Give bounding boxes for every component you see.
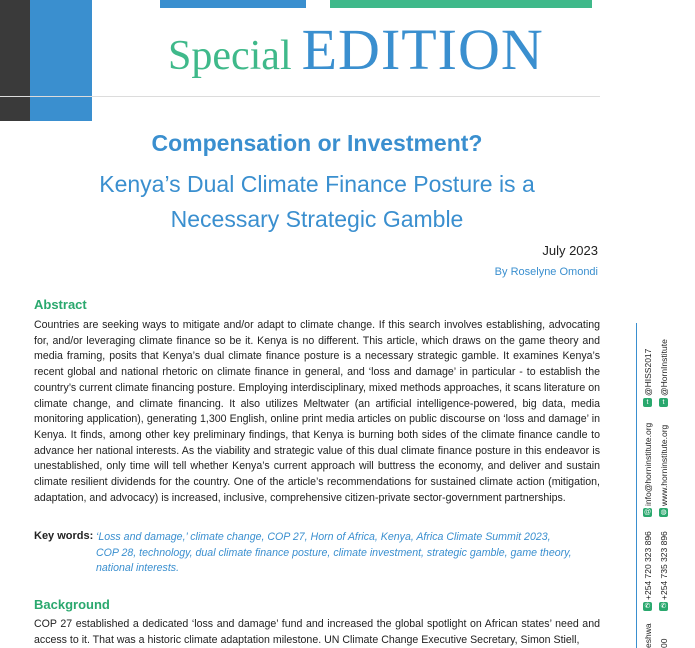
sidebar-fragment-2 bbox=[657, 622, 671, 648]
subtitle-line-1: Kenya’s Dual Climate Finance Posture is a bbox=[99, 171, 535, 197]
sidebar-email[interactable] bbox=[641, 418, 655, 506]
background-heading: Background bbox=[34, 597, 110, 612]
twitter-handle-1: @HISS2017 bbox=[643, 348, 653, 396]
sidebar-phone-2[interactable] bbox=[657, 530, 671, 600]
subtitle-line-2: Necessary Strategic Gamble bbox=[170, 206, 464, 232]
masthead bbox=[168, 16, 544, 83]
author-byline: By Roselyne Omondi bbox=[494, 266, 598, 278]
sidebar-column-1 bbox=[641, 0, 655, 648]
globe-icon: ◍ bbox=[660, 509, 667, 516]
left-blue-bar bbox=[30, 0, 92, 121]
website-url: www.horninstitute.org bbox=[659, 424, 669, 506]
sidebar-social-1[interactable] bbox=[641, 338, 655, 396]
sidebar-website[interactable] bbox=[657, 418, 671, 506]
phone-icon-2: ✆ bbox=[660, 603, 667, 610]
sidebar-social-2[interactable] bbox=[657, 338, 671, 396]
abstract-text: Countries are seeking ways to mitigate and/or adapt to climate change. If this search involves establishing, advocating for, and/or leveraging climate finance so be it. Kenya is no different. This article, which draws on the game theory and media framing, posits that Kenya’s dual climate finance posture is a necessary strategic gamble. It examines Kenya’s recent global and national rhetoric on climate finance in general, and ‘loss and damage’ in particular - to establish the country’s current climate financing posture. Employing interdisciplinary, mixed methods approaches, it scans literature on climate change, and climate financing. It also utilizes Meltwater (an artificial intelligence-powered, big data, media monitoring application), generating 1,300 English, online print media articles on public discourse on ‘loss and damage’ in Kenya. It finds, among other key preliminary findings, that Kenya is burning both sides of the climate finance candle to advance her national interests. As the viability and strategic value of this dual climate finance posture in this endeavor is unestablished, only time will tell whether Kenya’s current approach will buttress the economy, and deliver and sustain climate resilient dividends for the country. One of the article’s recommendations for sustained climate action (mitigation, adaptation, and advocacy) is increased, inclusive, comprehensive citizen-private sector-government partnerships. bbox=[34, 319, 600, 504]
top-blue-strip bbox=[160, 0, 306, 8]
phone-number-1: +254 720 323 896 bbox=[643, 531, 653, 600]
article-title: Compensation or Investment? bbox=[151, 130, 483, 156]
address-fragment-2: 00 bbox=[659, 638, 669, 648]
twitter-handle-2: @HornInstitute bbox=[659, 339, 669, 396]
sidebar-phone-1[interactable] bbox=[641, 530, 655, 600]
top-green-strip bbox=[330, 0, 592, 8]
left-dark-bar bbox=[0, 0, 30, 121]
phone-number-2: +254 735 323 896 bbox=[659, 531, 669, 600]
email-icon: @ bbox=[643, 509, 652, 516]
email-address: info@horninstitute.org bbox=[643, 422, 653, 506]
sidebar-rule bbox=[636, 323, 637, 648]
sidebar-column-2 bbox=[657, 0, 671, 648]
keywords-text: ‘Loss and damage,’ climate change, COP 27, Horn of Africa, Kenya, Africa Climate Summit 2023, COP 28, technology, dual climate finance posture, climate investment, strategic gamble, game theory, national interests. bbox=[96, 531, 572, 575]
masthead-edition: EDITION bbox=[301, 17, 544, 82]
keywords-label: Key words: bbox=[34, 530, 94, 542]
publication-date: July 2023 bbox=[542, 243, 598, 258]
twitter-icon: t bbox=[643, 398, 652, 407]
masthead-rule bbox=[0, 96, 600, 97]
background-text: COP 27 established a dedicated ‘loss and damage’ fund and increased the global spotlight on African states’ need and access to it. That was a historic climate adaptation milestone. UN Climate Change Executive Secretary, Simon Stiell, bbox=[34, 618, 600, 646]
twitter-icon-2: t bbox=[659, 398, 668, 407]
masthead-special: Special bbox=[168, 33, 292, 79]
phone-icon: ✆ bbox=[644, 603, 651, 610]
abstract-heading: Abstract bbox=[34, 297, 87, 312]
article-subtitle bbox=[0, 167, 634, 237]
sidebar-fragment-1 bbox=[641, 622, 655, 648]
address-fragment-1: eshwa bbox=[643, 623, 653, 648]
